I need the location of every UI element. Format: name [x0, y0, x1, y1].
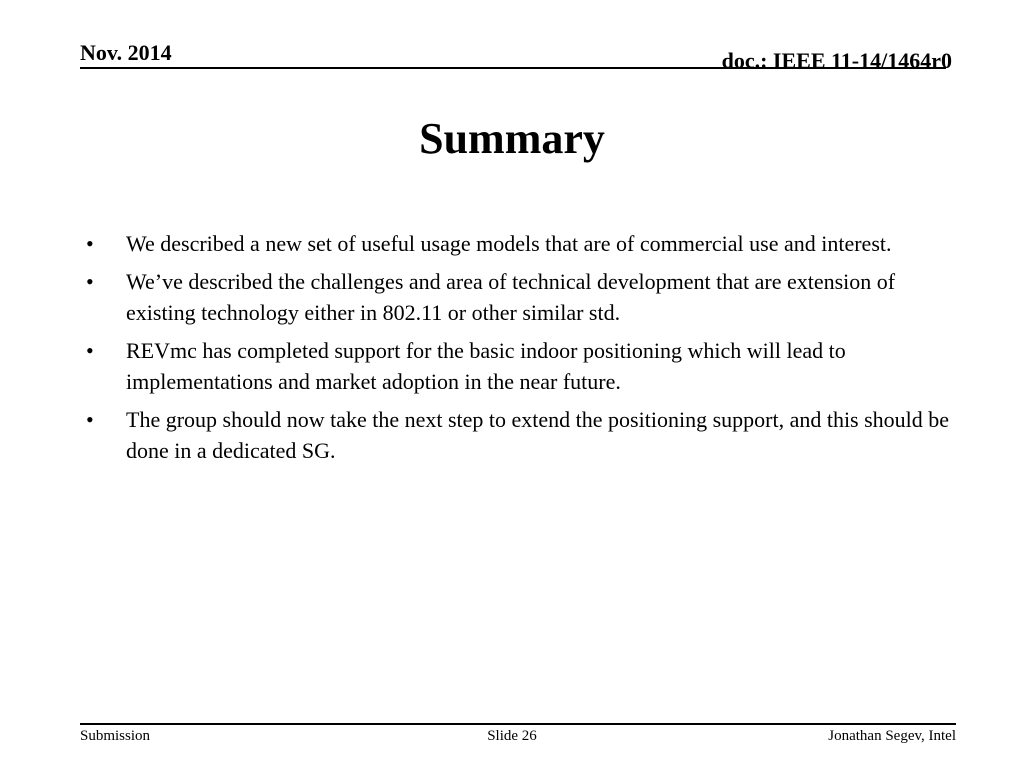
footer-submission: Submission — [80, 728, 151, 744]
header-divider — [80, 67, 946, 69]
bullet-item — [80, 404, 950, 466]
footer-slide-number: Slide 26 — [487, 728, 537, 744]
bullet-icon: • — [86, 338, 94, 363]
bullet-icon: • — [86, 231, 94, 256]
bullet-icon: • — [86, 269, 94, 294]
bullet-item — [80, 228, 950, 259]
bullet-list — [80, 228, 950, 473]
bullet-item — [80, 266, 950, 328]
bullet-text: The group should now take the next step to extend the positioning support, and this should be done in a dedicated SG. — [126, 407, 950, 463]
footer-author: Jonathan Segev, Intel — [828, 728, 956, 744]
footer-divider — [80, 723, 956, 725]
header-date: Nov. 2014 — [80, 40, 172, 65]
bullet-icon: • — [86, 407, 94, 432]
bullet-text: We described a new set of useful usage models that are of commercial use and interest. — [126, 231, 892, 256]
bullet-text: REVmc has completed support for the basic indoor positioning which will lead to implementations and market adoption in the near future. — [126, 338, 846, 394]
header-doc-id: doc.: IEEE 11-14/1464r0 — [721, 48, 952, 73]
bullet-text: We’ve described the challenges and area of technical development that are extension of existing technology either in 802.11 or other similar std. — [126, 269, 896, 325]
slide-title: Summary — [419, 114, 605, 163]
bullet-item — [80, 335, 950, 397]
